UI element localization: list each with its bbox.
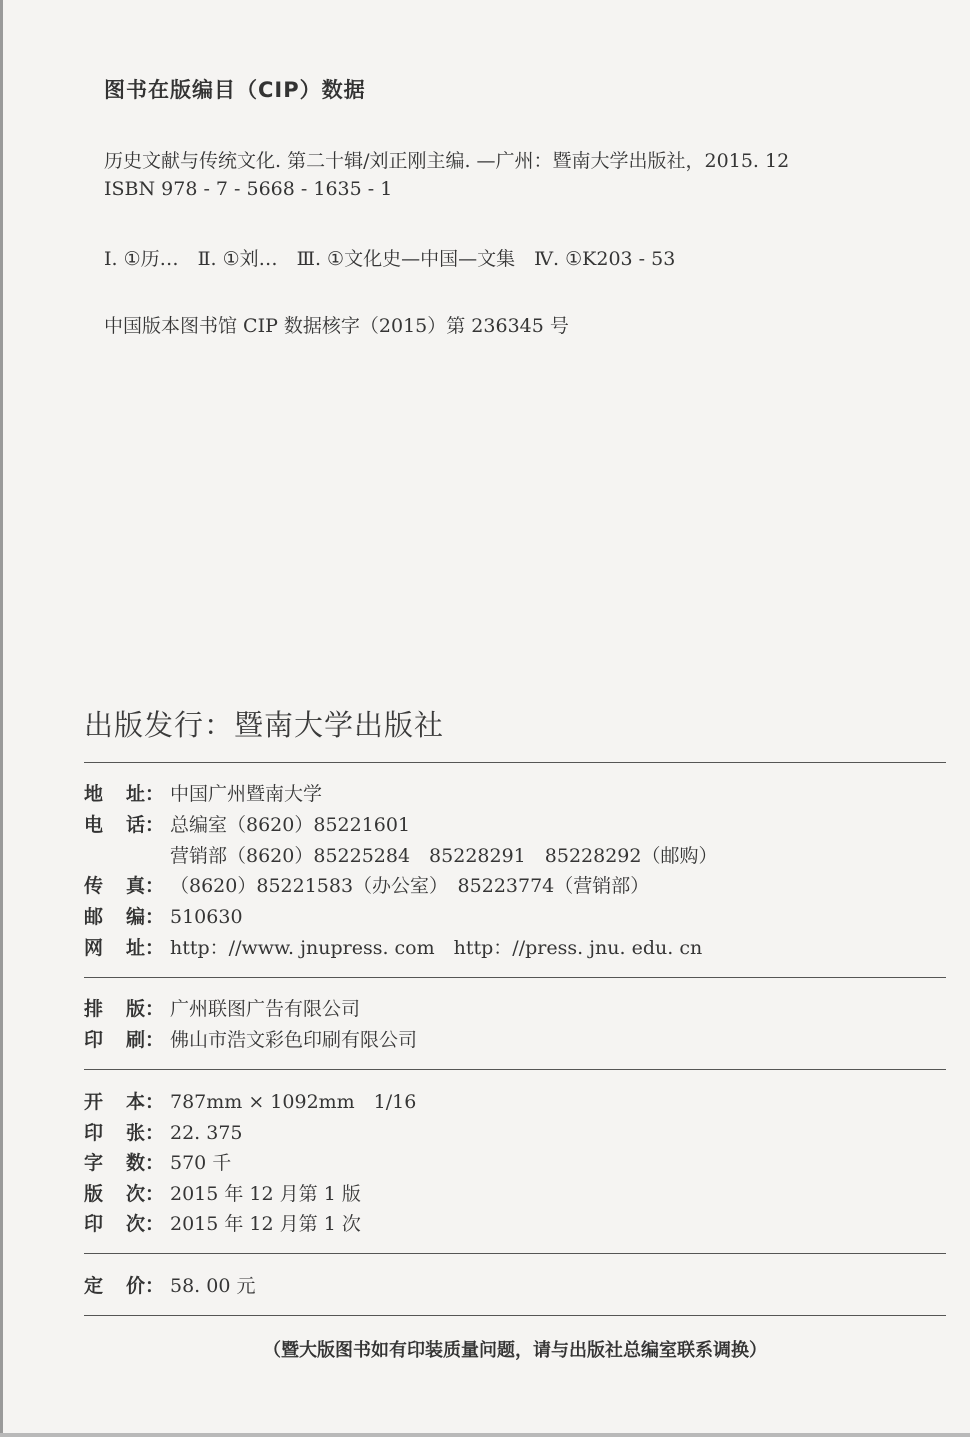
price-row	[84, 1273, 255, 1299]
format-row	[84, 1089, 416, 1115]
address-label: 地 址：	[84, 783, 165, 805]
fax-row	[84, 873, 649, 899]
typesetting-value: 广州联图广告有限公司	[170, 998, 361, 1020]
phone-row	[84, 812, 410, 838]
impression-value: 2015 年 12 月第 1 次	[170, 1213, 361, 1235]
impression-label: 印 次：	[84, 1213, 165, 1235]
edition-label: 版 次：	[84, 1183, 165, 1205]
divider	[84, 1069, 946, 1070]
quality-notice: （暨大版图书如有印装质量问题，请与出版社总编室联系调换）	[263, 1340, 767, 1361]
phone-value-continued: 营销部（8620）85225284 85228291 85228292（邮购）	[170, 845, 718, 867]
website-row	[84, 935, 702, 961]
fax-value: （8620）85221583（办公室） 85223774（营销部）	[170, 875, 650, 897]
cip-isbn-line: ISBN 978 - 7 - 5668 - 1635 - 1	[104, 178, 393, 200]
postcode-value: 510630	[170, 906, 243, 928]
postcode-label: 邮 编：	[84, 906, 165, 928]
printing-row	[84, 1027, 417, 1053]
price-label: 定 价：	[84, 1275, 165, 1297]
divider	[84, 1253, 946, 1254]
typesetting-label: 排 版：	[84, 998, 165, 1020]
impression-row	[84, 1211, 361, 1237]
address-row	[84, 781, 322, 807]
printing-label: 印 刷：	[84, 1029, 165, 1051]
format-value: 787mm × 1092mm 1/16	[170, 1091, 417, 1113]
printing-value: 佛山市浩文彩色印刷有限公司	[170, 1029, 418, 1051]
price-value: 58. 00 元	[170, 1275, 256, 1297]
sheets-value: 22. 375	[170, 1122, 243, 1144]
edition-row	[84, 1181, 361, 1207]
divider	[84, 977, 946, 978]
divider	[84, 1315, 946, 1316]
publisher-heading: 出版发行：暨南大学出版社	[84, 708, 445, 742]
page-edge-bottom	[0, 1433, 970, 1437]
divider	[84, 762, 946, 763]
edition-value: 2015 年 12 月第 1 版	[170, 1183, 361, 1205]
sheets-row	[84, 1120, 243, 1146]
cip-heading: 图书在版编目（CIP）数据	[104, 78, 366, 102]
cip-record-line: 中国版本图书馆 CIP 数据核字（2015）第 236345 号	[104, 315, 569, 337]
phone-value: 总编室（8620）85221601	[170, 814, 411, 836]
address-value: 中国广州暨南大学	[170, 783, 323, 805]
words-label: 字 数：	[84, 1152, 165, 1174]
page-edge-left	[0, 0, 3, 1437]
website-value: http：//www. jnupress. com http：//press. jnu. edu. cn	[170, 937, 703, 959]
postcode-row	[84, 904, 243, 930]
cip-classification-line: Ⅰ. ①历… Ⅱ. ①刘… Ⅲ. ①文化史—中国—文集 Ⅳ. ①K203 - 53	[104, 248, 676, 270]
words-value: 570 千	[170, 1152, 232, 1174]
fax-label: 传 真：	[84, 875, 165, 897]
sheets-label: 印 张：	[84, 1122, 165, 1144]
cip-title-line: 历史文献与传统文化. 第二十辑/刘正刚主编. —广州：暨南大学出版社，2015. 12	[104, 150, 790, 172]
phone-label: 电 话：	[84, 814, 165, 836]
website-label: 网 址：	[84, 937, 165, 959]
typesetting-row	[84, 996, 360, 1022]
words-row	[84, 1150, 231, 1176]
format-label: 开 本：	[84, 1091, 165, 1113]
